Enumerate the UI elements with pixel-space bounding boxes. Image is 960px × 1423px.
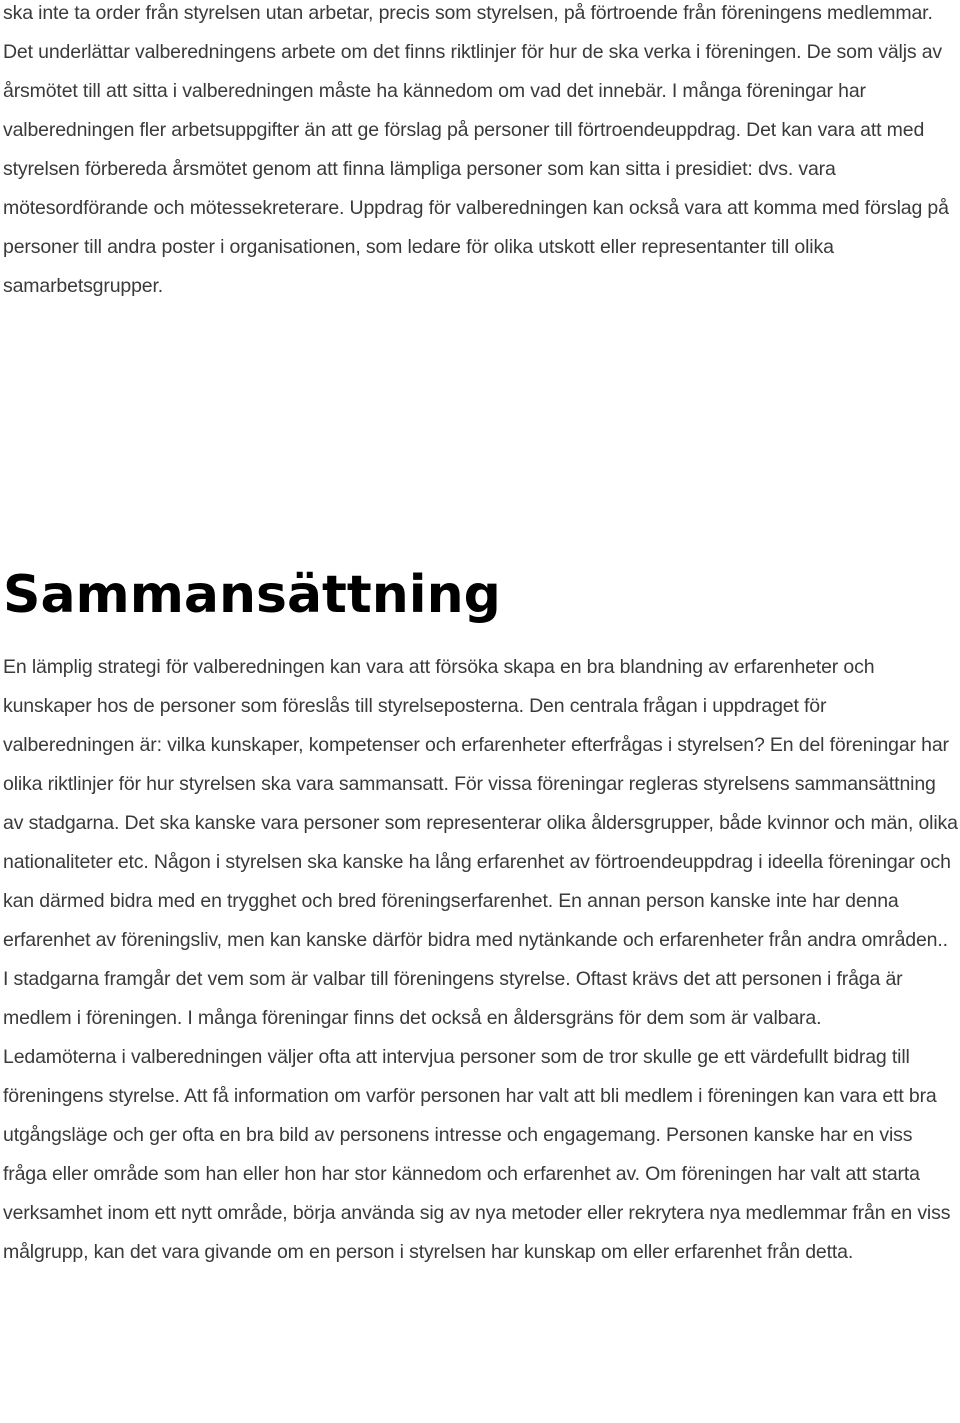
paragraph-strategy: En lämplig strategi för valberedningen kan vara att försöka skapa en bra blandning av erfarenheter och kunskaper hos de personer som föreslås till styrelseposterna. Den centrala frågan i uppdraget för valberedningen är: vilka kunskaper, kompetenser och erfarenheter efterfrågas i styrelsen? En del föreningar har olika riktlinjer för hur styrelsen ska vara sammansatt. För vissa föreningar regleras styrelsens sammansättning av stadgarna. Det ska kanske vara personer som representerar olika åldersgrupper, både kvinnor och män, olika nationaliteter etc. Någon i styrelsen ska kanske ha lång erfarenhet av förtroendeuppdrag i ideella föreningar och kan därmed bidra med en trygghet och bred föreningserfarenhet. En annan person kanske inte har denna erfarenhet av föreningsliv, men kan kanske därför bidra med nytänkande och erfarenheter från andra områden.. — [3, 656, 958, 951]
paragraph-eligibility: I stadgarna framgår det vem som är valbar till föreningens styrelse. Oftast krävs det att personen i fråga är medlem i föreningen. I många föreningar finns det också en åldersgräns för dem som är valbara. — [3, 968, 903, 1029]
paragraph-valberedning-tasks: Det underlättar valberedningens arbete om det finns riktlinjer för hur de ska verka i föreningen. De som väljs av årsmötet till att sitta i valberedningen måste ha kännedom om vad det innebär. I många föreningar har valberedningen fler arbetsuppgifter än att ge förslag på personer till förtroendeuppdrag. Det kan vara att med styrelsen förbereda årsmötet genom att finna lämpliga personer som kan sitta i presidiet: dvs. vara mötesordförande och mötessekreterare. Uppdrag för valberedningen kan också vara att komma med förslag på personer till andra poster i organisationen, som ledare för olika utskott eller representanter till olika samarbetsgrupper. — [3, 41, 949, 297]
intro-text-block — [3, 0, 960, 306]
section-heading: Sammansättning — [3, 565, 501, 625]
paragraph-interviews: Ledamöterna i valberedningen väljer ofta att intervjua personer som de tror skulle ge ett värdefullt bidrag till föreningens styrelse. Att få information om varför personen har valt att bli medlem i föreningen kan vara ett bra utgångsläge och ger ofta en bra bild av personens intresse och engagemang. Personen kanske har en viss fråga eller område som han eller hon har stor kännedom och erfarenhet av. Om föreningen har valt att starta verksamhet inom ett nytt område, börja använda sig av nya metoder eller rekrytera nya medlemmar från en viss målgrupp, kan det vara givande om en person i styrelsen har kunskap om eller erfarenhet från detta. — [3, 1046, 951, 1263]
section-text-block — [3, 648, 960, 1272]
paragraph-continuation: ska inte ta order från styrelsen utan arbetar, precis som styrelsen, på förtroende från föreningens medlemmar. — [3, 2, 933, 24]
